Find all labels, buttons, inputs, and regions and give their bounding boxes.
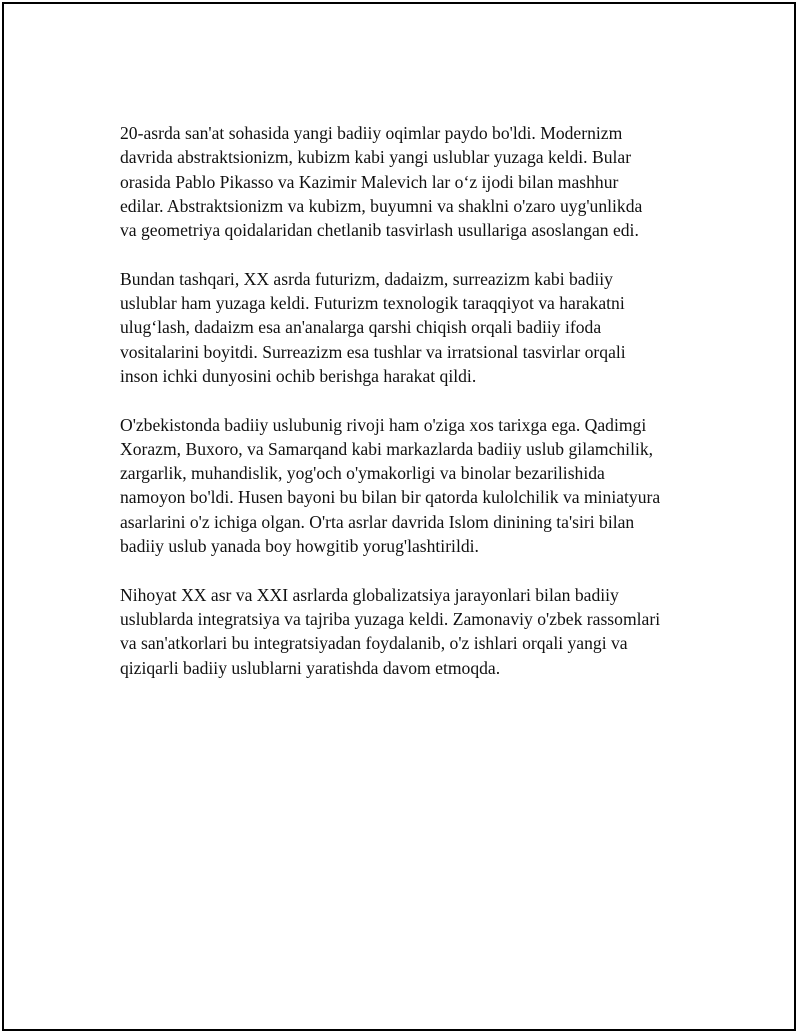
text-line: ulug‘lash, dadaizm esa an'analarga qarshi chiqish orqali badiiy ifoda <box>120 317 602 338</box>
document-body <box>120 121 704 704</box>
paragraph-4 <box>120 583 704 680</box>
text-line: Nihoyat XX asr va XXI asrlarda globalizatsiya jarayonlari bilan badiiy <box>120 584 619 605</box>
text-line: asarlarini o'z ichiga olgan. O'rta asrlar davrida Islom dinining ta'siri bilan <box>120 511 635 532</box>
text-line: namoyon bo'ldi. Husen bayoni bu bilan bir qatorda kulolchilik va miniatyura <box>120 487 661 508</box>
text-line: va geometriya qoidalaridan chetlanib tasvirlash usullariga asoslangan edi. <box>120 220 639 241</box>
text-line: uslublar ham yuzaga keldi. Futurizm texnologik taraqqiyot va harakatni <box>120 293 625 314</box>
text-line: inson ichki dunyosini ochib berishga harakat qildi. <box>120 365 477 386</box>
text-line: uslublarda integratsiya va tajriba yuzaga keldi. Zamonaviy o'zbek rassomlari <box>120 608 661 629</box>
text-line: qiziqarli badiiy uslublarni yaratishda davom etmoqda. <box>120 657 501 678</box>
text-line: vositalarini boyitdi. Surreazizm esa tushlar va irratsional tasvirlar orqali <box>120 341 626 362</box>
text-line: davrida abstraktsionizm, kubizm kabi yangi uslublar yuzaga keldi. Bular <box>120 147 632 168</box>
text-line: zargarlik, muhandislik, yog'och o'ymakorligi va binolar bezarilishida <box>120 463 605 484</box>
paragraph-2 <box>120 267 704 388</box>
text-line: Xorazm, Buxoro, va Samarqand kabi markazlarda badiiy uslub gilamchilik, <box>120 438 654 459</box>
text-line: O'zbekistonda badiiy uslubunig rivoji ham o'ziga xos tarixga ega. Qadimgi <box>120 414 647 435</box>
document-page <box>2 2 796 1031</box>
text-line: badiiy uslub yanada boy howgitib yorug'lashtirildi. <box>120 536 479 557</box>
text-line: edilar. Abstraktsionizm va kubizm, buyumni va shaklni o'zaro uyg'unlikda <box>120 195 643 216</box>
text-line: orasida Pablo Pikasso va Kazimir Malevich lar o‘z ijodi bilan mashhur <box>120 171 619 192</box>
paragraph-3 <box>120 413 704 559</box>
paragraph-1 <box>120 121 704 242</box>
text-line: va san'atkorlari bu integratsiyadan foydalanib, o'z ishlari orqali yangi va <box>120 633 628 654</box>
text-line: Bundan tashqari, XX asrda futurizm, dadaizm, surreazizm kabi badiiy <box>120 268 613 289</box>
text-line: 20-asrda san'at sohasida yangi badiiy oqimlar paydo bo'ldi. Modernizm <box>120 123 623 143</box>
